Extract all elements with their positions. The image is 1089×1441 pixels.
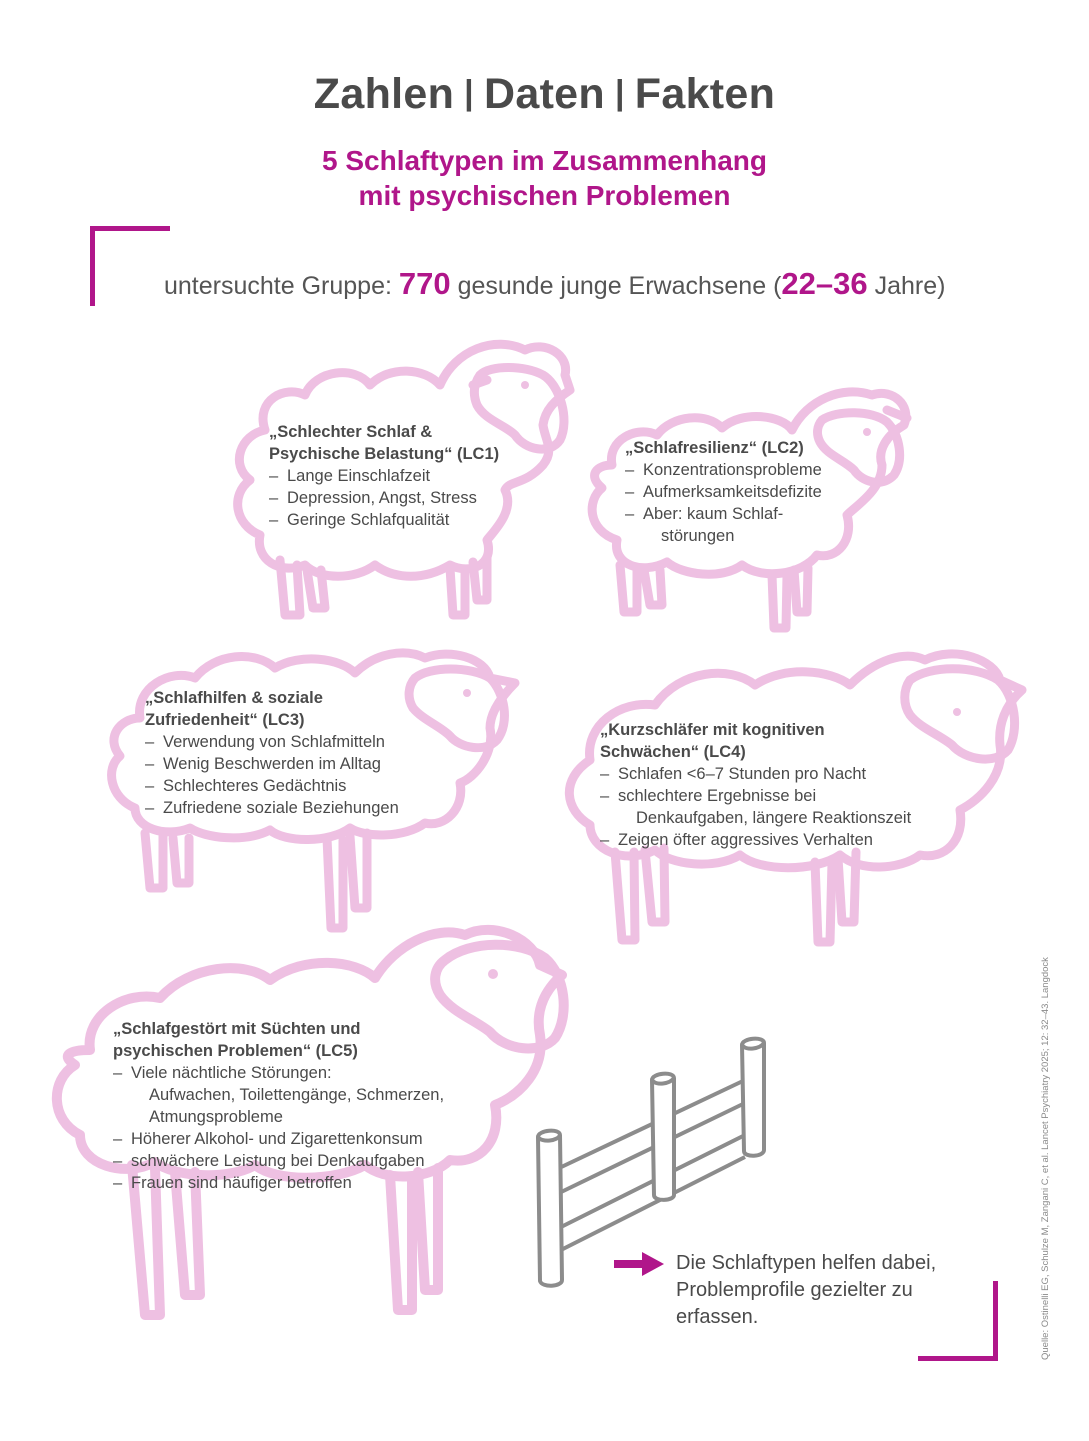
sleep-type-title: „Schlechter Schlaf & (269, 423, 433, 441)
sleep-type-title: psychischen Problemen“ (LC5) (113, 1042, 358, 1060)
sleep-type-item: – Konzentrationsprobleme (625, 459, 822, 481)
sheep-lc5-text (113, 1018, 444, 1194)
sleep-type-item: – Geringe Schlafqualität (269, 509, 499, 531)
sleep-type-item (113, 1062, 444, 1128)
title-separator: | (464, 74, 474, 112)
sleep-type-item: – Aufmerksamkeitsdefizite (625, 481, 822, 503)
sheep-lc2 (582, 380, 912, 635)
subtitle-line-1: 5 Schlaftypen im Zusammenhang (322, 145, 767, 176)
corner-bracket-top-left (90, 226, 170, 306)
title-part-daten: Daten (484, 70, 605, 118)
conclusion-line: Die Schlaftypen helfen dabei, (676, 1252, 937, 1274)
sleep-type-item-line: Atmungsprobleme (149, 1108, 283, 1126)
conclusion-line: Problemprofile gezielter zu (676, 1279, 913, 1301)
sleep-type-title: Schwächen“ (LC4) (600, 743, 746, 761)
study-group-age-range: 22–36 (781, 266, 868, 301)
sheep-lc4 (560, 640, 1030, 985)
study-group-age-suffix: Jahre) (874, 272, 946, 300)
sheep-lc1-text (269, 421, 499, 531)
sleep-type-item-line: Viele nächtliche Störungen: (131, 1064, 332, 1082)
sheep-lc4-text (600, 719, 911, 851)
sheep-lc3-text (145, 687, 399, 819)
conclusion-text (676, 1250, 936, 1331)
sleep-type-item: – Zeigen öfter aggressives Verhalten (600, 829, 911, 851)
sleep-type-item: – Lange Einschlafzeit (269, 465, 499, 487)
title-separator: | (614, 74, 625, 112)
sleep-type-item: – Depression, Angst, Stress (269, 487, 499, 509)
sheep-lc2-text (625, 437, 822, 547)
sleep-type-title: „Schlafgestört mit Süchten und (113, 1020, 361, 1038)
sleep-type-item: – Zufriedene soziale Beziehungen (145, 797, 399, 819)
page-title (0, 70, 1089, 119)
sleep-type-item: – Höherer Alkohol- und Zigarettenkonsum (113, 1128, 444, 1150)
study-group-description: gesunde junge Erwachsene ( (457, 272, 782, 300)
sleep-type-item: – Schlechteres Gedächtnis (145, 775, 399, 797)
sleep-type-item-line: Aufwachen, Toilettengänge, Schmerzen, (149, 1086, 445, 1104)
page-subtitle (0, 143, 1089, 213)
title-part-zahlen: Zahlen (313, 70, 455, 118)
sleep-type-title: Psychische Belastung“ (LC1) (269, 445, 500, 463)
sleep-type-item: – schwächere Leistung bei Denkaufgaben (113, 1150, 444, 1172)
study-group-count: 770 (398, 266, 451, 301)
sleep-type-item-line: Aber: kaum Schlaf- (643, 505, 784, 523)
study-group-label: untersuchte Gruppe: (164, 272, 392, 300)
sheep-lc1 (225, 330, 575, 625)
arrow-right-icon (614, 1251, 666, 1277)
sleep-type-item: – Frauen sind häufiger betroffen (113, 1172, 444, 1194)
sleep-type-item-line: störungen (661, 527, 735, 545)
corner-bracket-bottom-right (918, 1281, 998, 1361)
study-group-line (164, 266, 945, 302)
sleep-type-title: „Kurzschläfer mit kognitiven (600, 721, 825, 739)
sleep-type-item: – Verwendung von Schlafmitteln (145, 731, 399, 753)
source-citation: Quelle: Ostinelli EG, Schulze M, Zangani C, et al. Lancet Psychiatry 2025; 12: 32–43. Langdock (1040, 957, 1051, 1360)
sleep-type-item (625, 503, 822, 547)
sheep-lc3 (105, 638, 525, 938)
sleep-type-title: Zufriedenheit“ (LC3) (145, 711, 305, 729)
sleep-type-item: – Wenig Beschwerden im Alltag (145, 753, 399, 775)
title-part-fakten: Fakten (634, 70, 776, 118)
subtitle-line-2: mit psychischen Problemen (358, 180, 731, 211)
conclusion-line: erfassen. (676, 1306, 759, 1328)
sheep-lc5 (50, 910, 570, 1335)
sleep-type-title: „Schlafhilfen & soziale (145, 689, 323, 707)
sleep-type-item-line: Denkaufgaben, längere Reaktionszeit (636, 809, 912, 827)
sleep-type-item: – Schlafen <6–7 Stunden pro Nacht (600, 763, 911, 785)
sleep-type-title: „Schlafresilienz“ (LC2) (625, 439, 804, 457)
sleep-type-item (600, 785, 911, 829)
sleep-type-item-line: schlechtere Ergebnisse bei (618, 787, 817, 805)
